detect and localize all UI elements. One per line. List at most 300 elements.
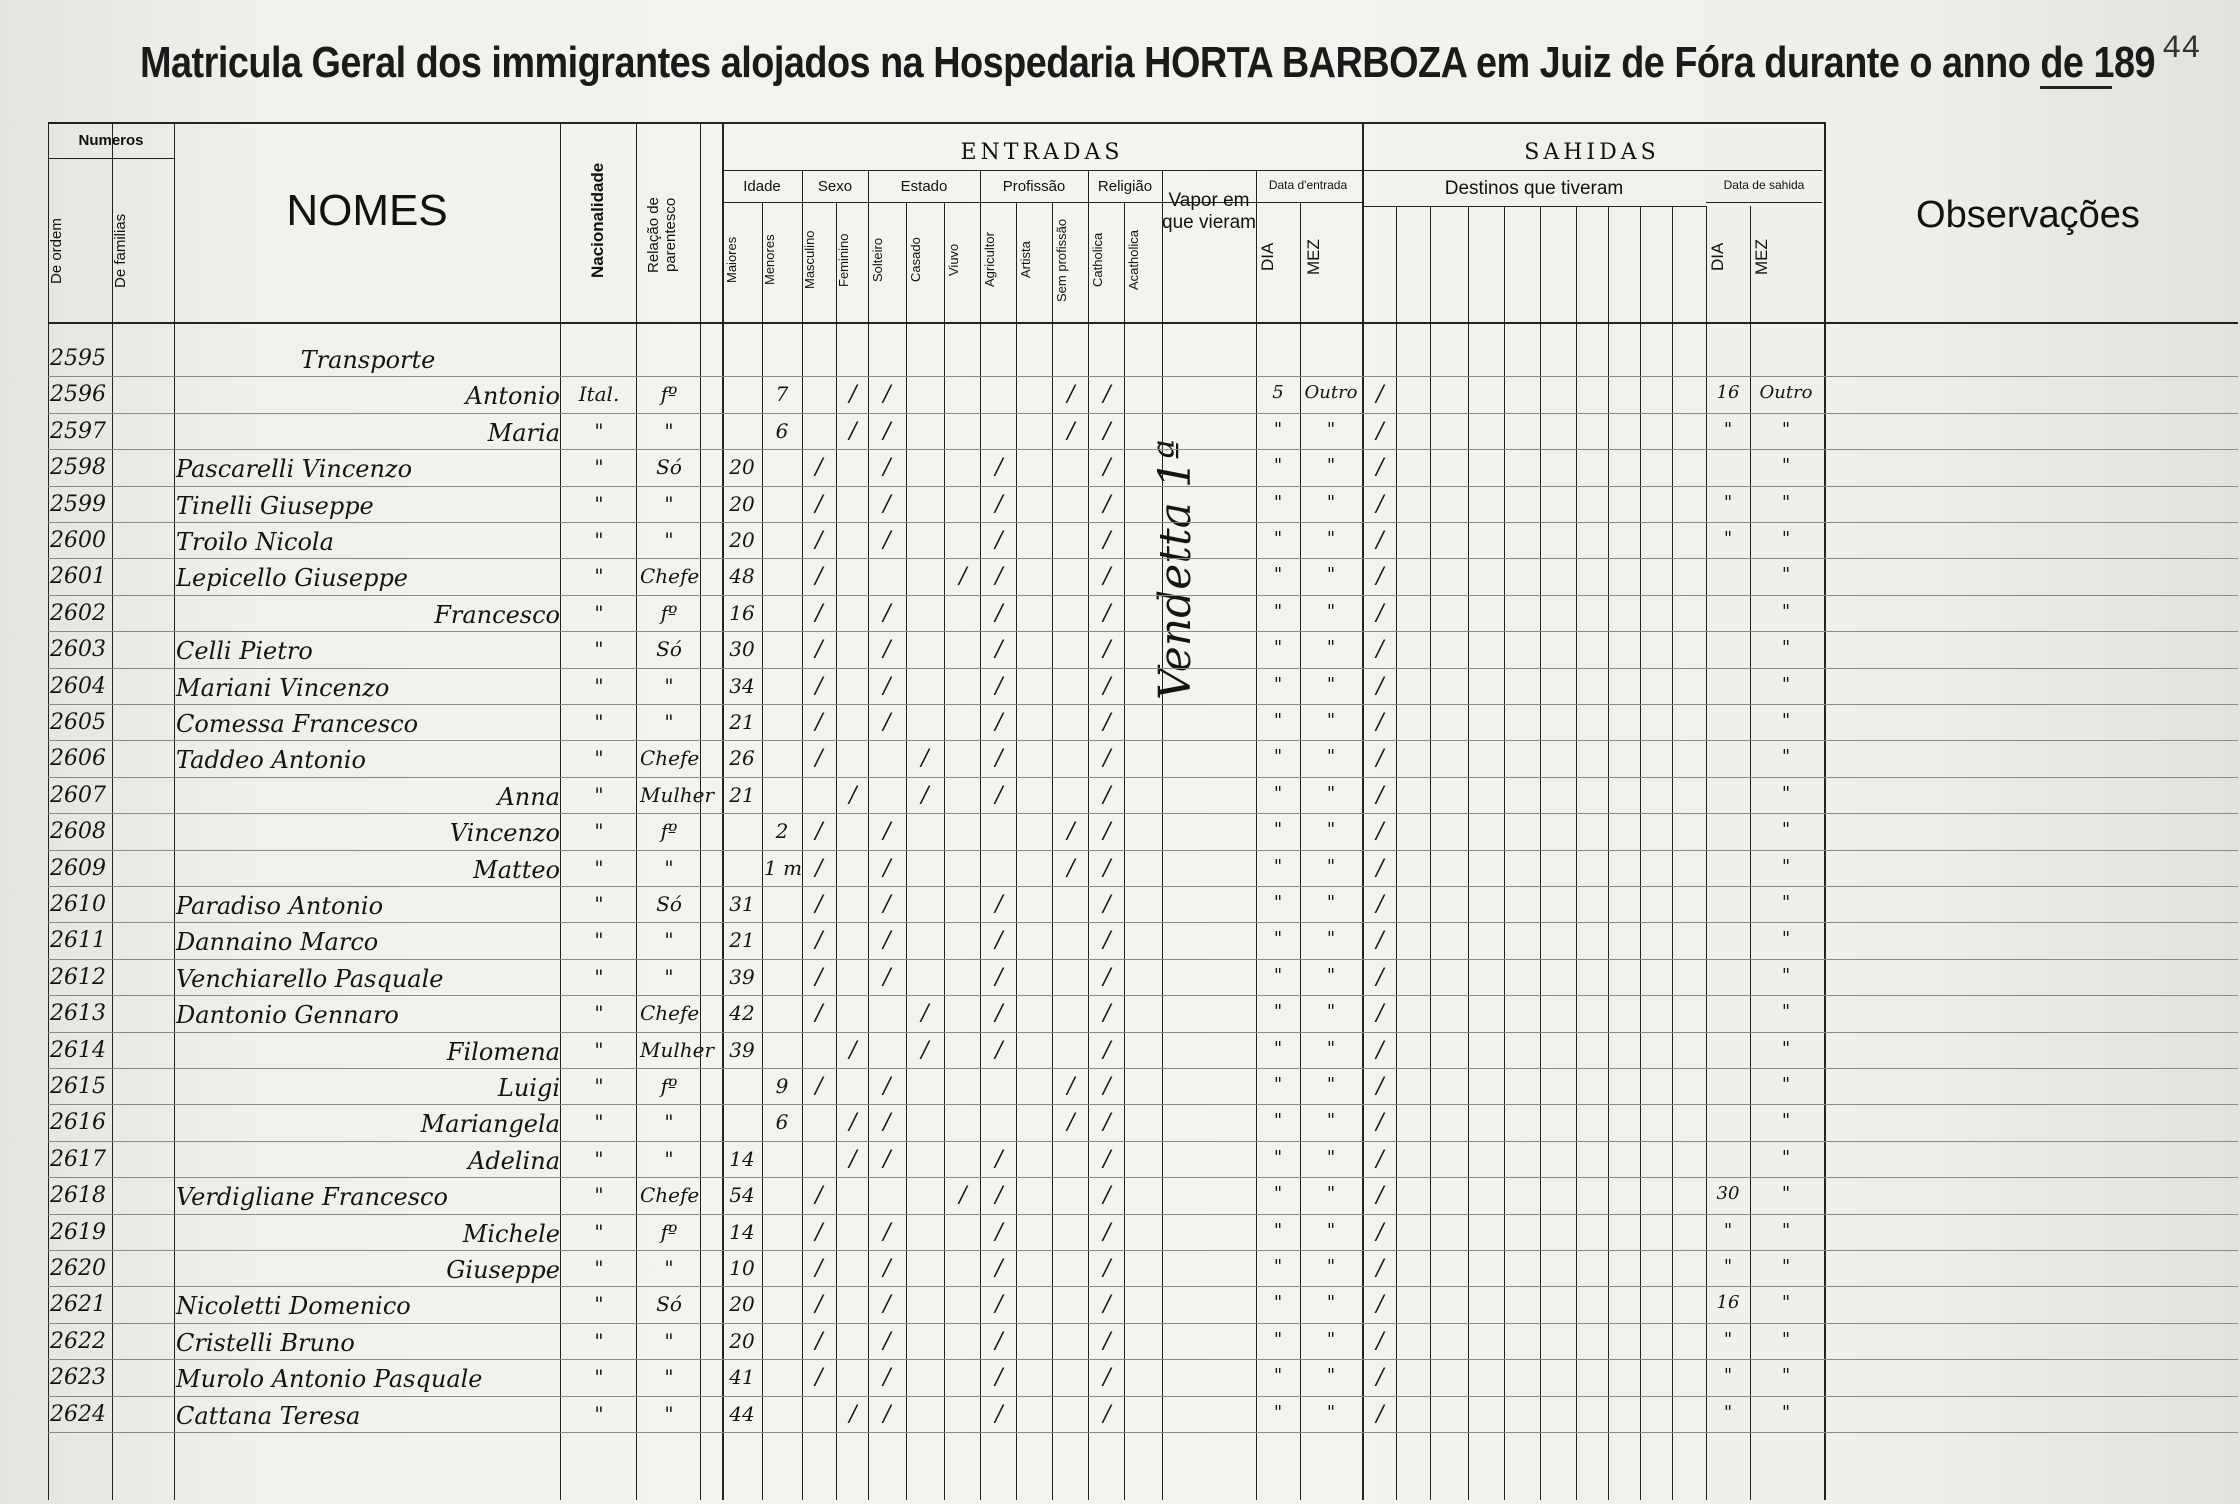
- cell-numero: 2596: [50, 382, 106, 408]
- cell-relacao: fº: [660, 382, 678, 407]
- cell-relacao: Mulher: [640, 1037, 715, 1062]
- grid-vline: [1088, 202, 1089, 1500]
- cell-solteiro: /: [883, 600, 891, 626]
- cell-solteiro: /: [883, 382, 891, 408]
- header-vapor: Vapor em que vieram: [1162, 190, 1256, 233]
- cell-destino: /: [1376, 673, 1384, 699]
- cell-maiores: 48: [729, 564, 755, 589]
- cell-agricultor: /: [995, 1037, 1003, 1063]
- cell-nacionalidade: ": [594, 528, 604, 552]
- cell-maiores: 39: [729, 964, 755, 989]
- cell-solteiro: /: [883, 892, 891, 917]
- cell-feminino: /: [849, 418, 857, 444]
- cell-agricultor: /: [995, 1219, 1003, 1245]
- grid-vline: [1608, 206, 1609, 1500]
- cell-agricultor: /: [995, 782, 1003, 808]
- header-sahida-dia: DIA: [1708, 242, 1727, 272]
- cell-catholica: /: [1103, 782, 1111, 808]
- cell-destino: /: [1376, 564, 1384, 590]
- cell-maiores: 14: [729, 1146, 755, 1171]
- cell-destino: /: [1376, 1292, 1384, 1318]
- cell-nome: Matteo: [473, 855, 560, 884]
- cell-menores: 2: [775, 819, 789, 844]
- cell-entrada-dia: ": [1273, 1219, 1283, 1241]
- cell-masculino: /: [815, 564, 823, 590]
- cell-entrada-dia: ": [1273, 491, 1283, 513]
- grid-vline: [762, 202, 763, 1500]
- cell-relacao: fº: [660, 1219, 678, 1244]
- cell-entrada-dia: ": [1273, 1037, 1283, 1059]
- cell-solteiro: /: [883, 673, 891, 699]
- header-agricultor: Agricultor: [982, 232, 997, 288]
- cell-agricultor: /: [995, 1328, 1003, 1354]
- cell-maiores: 26: [729, 746, 755, 771]
- cell-destino: /: [1376, 928, 1384, 954]
- cell-casado: /: [921, 1001, 929, 1027]
- cell-entrada-dia: ": [1273, 855, 1283, 877]
- cell-feminino: /: [849, 382, 857, 408]
- row-rule: [48, 1432, 2238, 1433]
- page-title: Matricula Geral dos immigrantes alojados na Hospedaria HORTA BARBOZA em Juiz de Fóra durante o anno de 189: [140, 38, 2156, 87]
- cell-numero: 2605: [50, 710, 106, 735]
- cell-feminino: /: [849, 1037, 857, 1063]
- cell-casado: /: [921, 782, 929, 808]
- cell-catholica: /: [1103, 1183, 1111, 1209]
- header-entrada-mez: MEZ: [1304, 239, 1323, 275]
- header-data-sahida: Data de sahida: [1723, 178, 1805, 192]
- cell-sahida-mez: ": [1781, 673, 1791, 695]
- grid-hline: [1706, 202, 1822, 203]
- cell-entrada-mez: ": [1326, 1074, 1336, 1095]
- cell-entrada-mez: ": [1326, 1110, 1336, 1132]
- cell-sahida-dia: 16: [1716, 382, 1740, 404]
- cell-entrada-dia: ": [1273, 1365, 1283, 1387]
- cell-sahida-mez: ": [1781, 1219, 1791, 1241]
- grid-vline: [1672, 206, 1673, 1500]
- cell-maiores: 41: [729, 1365, 755, 1390]
- cell-agricultor: /: [995, 673, 1003, 699]
- cell-nacionalidade: ": [594, 1256, 604, 1280]
- cell-catholica: /: [1103, 1146, 1111, 1172]
- header-observacoes: Observações: [1916, 194, 2140, 236]
- row-rule: [48, 959, 2238, 960]
- cell-maiores: 20: [729, 1328, 755, 1353]
- header-estado: Estado: [900, 178, 948, 195]
- grid-vline: [174, 122, 175, 1500]
- header-data-entrada: Data d'entrada: [1268, 178, 1348, 192]
- cell-catholica: /: [1103, 746, 1111, 772]
- row-rule: [48, 995, 2238, 996]
- cell-agricultor: /: [995, 892, 1003, 917]
- cell-numero: 2614: [50, 1037, 106, 1063]
- row-rule: [48, 1286, 2238, 1287]
- cell-numero: 2599: [50, 491, 106, 517]
- cell-nome: Nicoletti Domenico: [176, 1292, 411, 1321]
- header-numeros: Numeros: [78, 132, 144, 149]
- cell-entrada-dia: ": [1273, 1110, 1283, 1132]
- cell-sahida-mez: ": [1781, 1183, 1791, 1205]
- cell-nacionalidade: ": [594, 418, 604, 443]
- cell-entrada-dia: ": [1273, 928, 1283, 950]
- row-rule: [48, 850, 2238, 851]
- cell-menores: 1 m: [764, 855, 803, 880]
- cell-destino: /: [1376, 418, 1384, 444]
- cell-relacao: ": [664, 673, 674, 698]
- cell-entrada-dia: ": [1273, 1401, 1283, 1423]
- row-rule: [48, 1214, 2238, 1215]
- cell-maiores: 21: [729, 782, 755, 807]
- cell-catholica: /: [1103, 1219, 1111, 1245]
- grid-vline: [560, 122, 561, 1500]
- cell-catholica: /: [1103, 673, 1111, 699]
- row-rule: [48, 1104, 2238, 1105]
- cell-maiores: 54: [729, 1183, 755, 1208]
- cell-sahida-mez: ": [1781, 746, 1791, 768]
- row-rule: [48, 886, 2238, 887]
- row-rule: [48, 631, 2238, 632]
- header-feminino: Feminino: [836, 233, 851, 287]
- cell-nome: Venchiarello Pasquale: [176, 964, 444, 993]
- cell-sahida-mez: ": [1781, 564, 1791, 586]
- grid-hline: [48, 122, 1824, 124]
- header-menores: Menores: [762, 234, 777, 286]
- row-rule: [48, 922, 2238, 923]
- cell-sahida-mez: ": [1781, 928, 1791, 950]
- cell-numero: 2606: [50, 746, 106, 772]
- cell-masculino: /: [815, 1256, 823, 1281]
- cell-masculino: /: [815, 637, 823, 663]
- cell-masculino: /: [815, 710, 823, 735]
- cell-sem-profissao: /: [1067, 819, 1075, 845]
- cell-sem-profissao: /: [1067, 1110, 1075, 1136]
- row-rule: [48, 668, 2238, 669]
- cell-numero: 2620: [50, 1256, 106, 1281]
- cell-numero: 2611: [50, 928, 106, 954]
- cell-nacionalidade: ": [594, 1401, 604, 1426]
- cell-nome: Luigi: [497, 1074, 560, 1102]
- cell-entrada-mez: ": [1326, 746, 1336, 768]
- cell-entrada-mez: ": [1326, 928, 1336, 950]
- cell-masculino: /: [815, 1001, 823, 1027]
- cell-agricultor: /: [995, 528, 1003, 553]
- cell-casado: /: [921, 746, 929, 772]
- cell-numero: 2604: [50, 673, 106, 699]
- cell-maiores: 20: [729, 491, 755, 516]
- cell-relacao: ": [664, 491, 674, 516]
- cell-maiores: 21: [729, 710, 755, 734]
- grid-vline: [1706, 206, 1707, 1500]
- cell-destino: /: [1376, 855, 1384, 881]
- cell-agricultor: /: [995, 637, 1003, 663]
- grid-vline: [1430, 206, 1431, 1500]
- cell-destino: /: [1376, 1365, 1384, 1391]
- row-rule: [48, 740, 2238, 741]
- header-nacionalidade: Nacionalidade: [588, 162, 607, 278]
- cell-maiores: 20: [729, 455, 755, 480]
- header-profissao: Profissão: [1002, 178, 1066, 195]
- cell-solteiro: /: [883, 455, 891, 481]
- cell-agricultor: /: [995, 600, 1003, 626]
- cell-entrada-mez: ": [1326, 1001, 1336, 1023]
- grid-vline: [1504, 206, 1505, 1500]
- cell-sem-profissao: /: [1067, 418, 1075, 444]
- header-acatholica: Acatholica: [1126, 230, 1141, 290]
- cell-entrada-mez: ": [1326, 637, 1336, 659]
- cell-nome: Tinelli Giuseppe: [176, 491, 374, 520]
- cell-entrada-dia: ": [1273, 1074, 1283, 1095]
- cell-numero: 2619: [50, 1219, 106, 1245]
- cell-nome: Mariani Vincenzo: [176, 673, 390, 702]
- cell-agricultor: /: [995, 491, 1003, 517]
- cell-catholica: /: [1103, 964, 1111, 990]
- cell-catholica: /: [1103, 892, 1111, 917]
- header-sahidas: SAHIDAS: [1524, 140, 1660, 165]
- header-de-ordem: De ordem: [48, 218, 65, 284]
- grid-vline: [700, 122, 701, 1500]
- cell-numero: 2615: [50, 1074, 106, 1099]
- cell-destino: /: [1376, 710, 1384, 735]
- cell-numero: 2595: [50, 346, 106, 371]
- cell-entrada-dia: ": [1273, 710, 1283, 731]
- cell-nome: Taddeo Antonio: [176, 746, 366, 775]
- cell-destino: /: [1376, 1256, 1384, 1281]
- cell-sahida-dia: ": [1723, 1219, 1733, 1241]
- grid-vline: [112, 122, 113, 1500]
- cell-feminino: /: [849, 1110, 857, 1136]
- cell-maiores: 42: [729, 1001, 755, 1026]
- cell-entrada-dia: ": [1273, 1256, 1283, 1277]
- cell-catholica: /: [1103, 928, 1111, 954]
- cell-entrada-mez: ": [1326, 491, 1336, 513]
- cell-entrada-dia: ": [1273, 1183, 1283, 1205]
- cell-solteiro: /: [883, 1110, 891, 1136]
- cell-catholica: /: [1103, 1328, 1111, 1354]
- cell-sahida-mez: ": [1781, 455, 1791, 477]
- cell-numero: 2600: [50, 528, 106, 553]
- header-relacao: Relação de parentesco: [645, 197, 679, 273]
- cell-destino: /: [1376, 491, 1384, 517]
- cell-relacao: ": [664, 964, 674, 989]
- cell-masculino: /: [815, 855, 823, 881]
- cell-sahida-mez: ": [1781, 1328, 1791, 1350]
- cell-numero: 2613: [50, 1001, 106, 1027]
- cell-solteiro: /: [883, 1146, 891, 1172]
- cell-sahida-mez: ": [1781, 1292, 1791, 1314]
- cell-destino: /: [1376, 1401, 1384, 1427]
- cell-agricultor: /: [995, 1401, 1003, 1427]
- cell-entrada-mez: ": [1326, 710, 1336, 731]
- cell-catholica: /: [1103, 528, 1111, 553]
- row-rule: [48, 486, 2238, 487]
- cell-agricultor: /: [995, 1001, 1003, 1027]
- cell-entrada-mez: ": [1326, 1183, 1336, 1205]
- cell-nacionalidade: ": [594, 892, 604, 916]
- cell-numero: 2616: [50, 1110, 106, 1136]
- cell-sahida-mez: ": [1781, 1037, 1791, 1059]
- row-rule: [48, 595, 2238, 596]
- cell-relacao: fº: [660, 600, 678, 625]
- cell-destino: /: [1376, 600, 1384, 626]
- cell-destino: /: [1376, 964, 1384, 990]
- cell-catholica: /: [1103, 600, 1111, 626]
- cell-maiores: 16: [729, 600, 755, 625]
- row-rule: [48, 1396, 2238, 1397]
- cell-nacionalidade: ": [594, 637, 604, 662]
- page-number: 44: [2162, 30, 2201, 67]
- grid-vline: [1576, 206, 1577, 1500]
- cell-relacao: Chefe: [640, 1183, 700, 1208]
- cell-masculino: /: [815, 1328, 823, 1354]
- cell-nome: Mariangela: [420, 1110, 560, 1139]
- cell-destino: /: [1376, 1001, 1384, 1027]
- cell-relacao: ": [664, 1365, 674, 1390]
- ship-name: Vendetta 1ª: [1150, 439, 1201, 700]
- cell-sahida-mez: ": [1781, 1146, 1791, 1168]
- cell-masculino: /: [815, 528, 823, 553]
- cell-entrada-dia: ": [1273, 782, 1283, 804]
- header-de-familias: De familias: [112, 213, 129, 289]
- cell-solteiro: /: [883, 1074, 891, 1099]
- cell-catholica: /: [1103, 1001, 1111, 1027]
- cell-entrada-mez: ": [1326, 418, 1336, 440]
- cell-nome: Lepicello Giuseppe: [176, 564, 409, 593]
- cell-sahida-mez: ": [1781, 418, 1791, 440]
- grid-vline: [1640, 206, 1641, 1500]
- cell-sahida-mez: Outro: [1759, 382, 1813, 404]
- cell-catholica: /: [1103, 1256, 1111, 1281]
- cell-nome: Adelina: [467, 1146, 560, 1175]
- header-masculino: Masculino: [802, 230, 817, 290]
- cell-nacionalidade: ": [594, 1074, 604, 1098]
- cell-solteiro: /: [883, 1219, 891, 1245]
- cell-sem-profissao: /: [1067, 382, 1075, 408]
- cell-entrada-mez: ": [1326, 1292, 1336, 1314]
- header-religiao: Religião: [1097, 178, 1153, 195]
- cell-relacao: ": [664, 1256, 674, 1280]
- cell-entrada-mez: ": [1326, 819, 1336, 841]
- cell-destino: /: [1376, 819, 1384, 845]
- cell-catholica: /: [1103, 455, 1111, 481]
- grid-hline: [48, 322, 2238, 324]
- cell-masculino: /: [815, 892, 823, 917]
- cell-agricultor: /: [995, 964, 1003, 990]
- grid-vline: [1300, 202, 1301, 1500]
- row-rule: [48, 1141, 2238, 1142]
- cell-nacionalidade: ": [594, 1183, 604, 1208]
- cell-entrada-mez: ": [1326, 782, 1336, 804]
- year-blank-line: [2040, 86, 2112, 89]
- cell-destino: /: [1376, 1328, 1384, 1354]
- cell-nome: Cristelli Bruno: [176, 1328, 355, 1357]
- cell-agricultor: /: [995, 1292, 1003, 1318]
- row-rule: [48, 1359, 2238, 1360]
- cell-agricultor: /: [995, 1365, 1003, 1391]
- cell-solteiro: /: [883, 1292, 891, 1318]
- cell-sahida-dia: ": [1723, 528, 1733, 549]
- cell-solteiro: /: [883, 1365, 891, 1391]
- cell-nacionalidade: ": [594, 1146, 604, 1171]
- cell-destino: /: [1376, 1037, 1384, 1063]
- cell-nome: Francesco: [434, 600, 560, 629]
- cell-masculino: /: [815, 1219, 823, 1245]
- cell-entrada-dia: ": [1273, 1001, 1283, 1023]
- cell-nome: Anna: [497, 782, 560, 811]
- cell-feminino: /: [849, 1401, 857, 1427]
- row-rule: [48, 1250, 2238, 1251]
- cell-relacao: ": [664, 1328, 674, 1353]
- cell-sahida-mez: ": [1781, 782, 1791, 804]
- header-sem-profissao: Sem profissão: [1054, 218, 1069, 302]
- header-nomes: NOMES: [286, 186, 448, 235]
- cell-maiores: 20: [729, 1292, 755, 1317]
- cell-nome: Giuseppe: [446, 1256, 560, 1284]
- cell-destino: /: [1376, 1219, 1384, 1245]
- cell-nacionalidade: ": [594, 1365, 604, 1390]
- cell-relacao: Chefe: [640, 746, 700, 771]
- cell-agricultor: /: [995, 1183, 1003, 1209]
- cell-numero: 2601: [50, 564, 106, 590]
- cell-destino: /: [1376, 637, 1384, 663]
- cell-nacionalidade: ": [594, 673, 604, 698]
- cell-sahida-mez: ": [1781, 1256, 1791, 1277]
- cell-masculino: /: [815, 600, 823, 626]
- cell-nome: Transporte: [300, 346, 436, 374]
- cell-numero: 2612: [50, 964, 106, 990]
- cell-entrada-mez: ": [1326, 564, 1336, 586]
- cell-agricultor: /: [995, 564, 1003, 590]
- cell-sahida-mez: ": [1781, 710, 1791, 731]
- cell-entrada-mez: ": [1326, 1219, 1336, 1241]
- grid-vline: [1824, 122, 1826, 1500]
- cell-entrada-dia: ": [1273, 964, 1283, 986]
- row-rule: [48, 1323, 2238, 1324]
- cell-nacionalidade: ": [594, 455, 604, 480]
- cell-maiores: 30: [729, 637, 755, 662]
- cell-maiores: 44: [729, 1401, 755, 1426]
- cell-sahida-dia: ": [1723, 1401, 1733, 1423]
- grid-vline: [1750, 206, 1751, 1500]
- cell-entrada-dia: ": [1273, 673, 1283, 695]
- row-rule: [48, 376, 2238, 377]
- header-sexo: Sexo: [817, 178, 853, 195]
- row-rule: [48, 704, 2238, 705]
- cell-maiores: 14: [729, 1219, 755, 1244]
- cell-catholica: /: [1103, 819, 1111, 845]
- cell-nacionalidade: ": [594, 782, 604, 807]
- cell-nacionalidade: ": [594, 964, 604, 989]
- cell-masculino: /: [815, 673, 823, 699]
- cell-destino: /: [1376, 1110, 1384, 1136]
- cell-numero: 2598: [50, 455, 106, 481]
- cell-destino: /: [1376, 746, 1384, 772]
- cell-sahida-dia: ": [1723, 1365, 1733, 1387]
- cell-relacao: Só: [656, 892, 682, 916]
- cell-masculino: /: [815, 928, 823, 954]
- cell-masculino: /: [815, 1074, 823, 1099]
- cell-maiores: 21: [729, 928, 755, 953]
- cell-nome: Cattana Teresa: [176, 1401, 361, 1430]
- cell-nome: Dannaino Marco: [176, 928, 379, 957]
- cell-solteiro: /: [883, 1328, 891, 1354]
- cell-relacao: Só: [656, 637, 682, 662]
- cell-numero: 2623: [50, 1365, 106, 1391]
- cell-sahida-dia: 16: [1716, 1292, 1740, 1314]
- cell-sahida-dia: 30: [1716, 1183, 1740, 1205]
- cell-entrada-mez: ": [1326, 964, 1336, 986]
- cell-sem-profissao: /: [1067, 855, 1075, 881]
- cell-sahida-mez: ": [1781, 1001, 1791, 1023]
- header-artista: Artista: [1018, 241, 1033, 279]
